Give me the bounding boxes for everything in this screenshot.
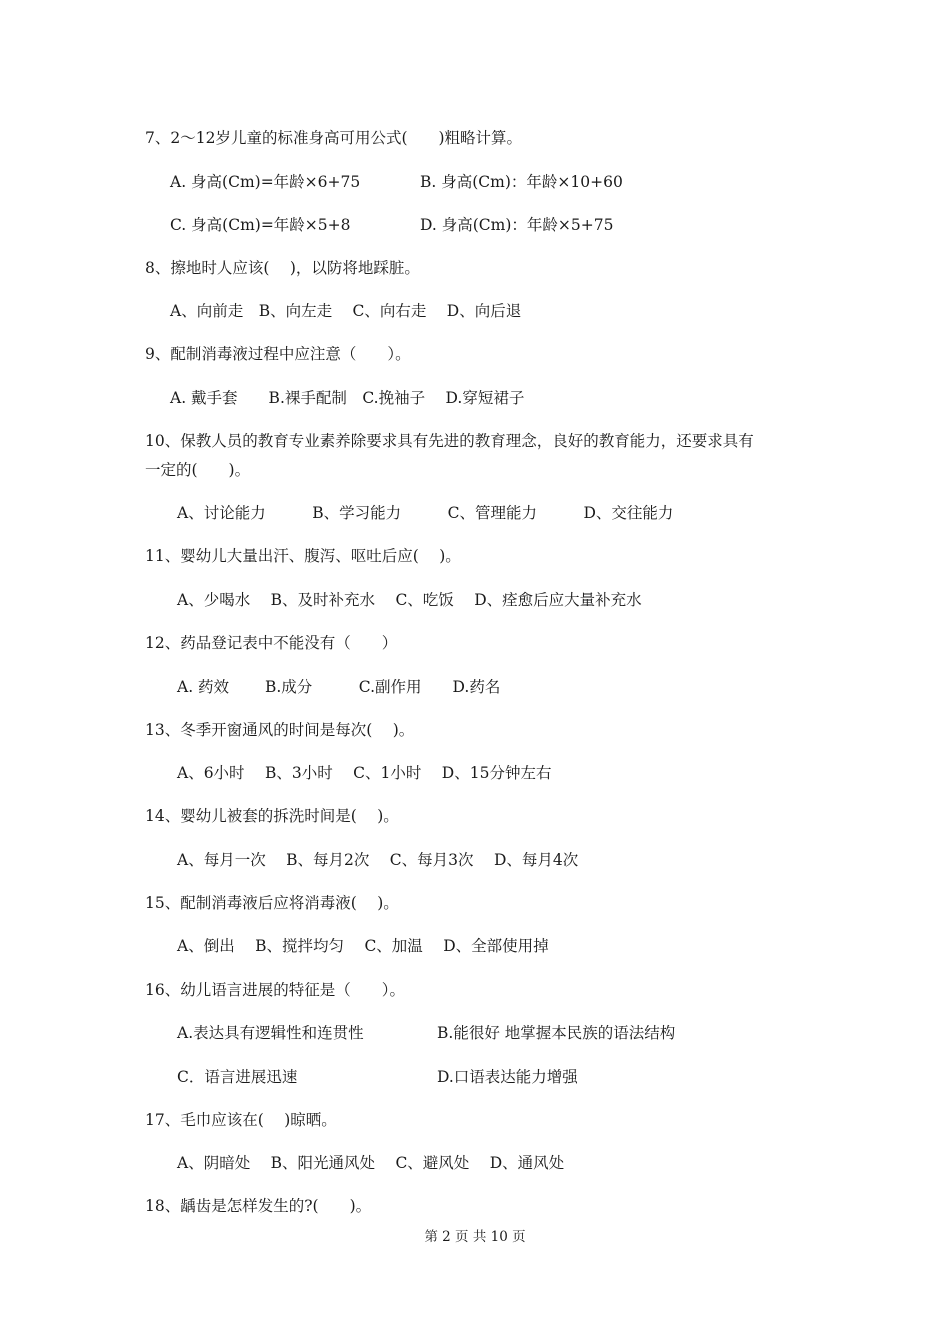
question-12: 12、药品登记表中不能没有（ ）	[145, 634, 398, 652]
question-17-options: A、阴暗处 B、阳光通风处 C、避风处 D、通风处	[177, 1154, 565, 1172]
page-footer: 第 2 页 共 10 页	[424, 1229, 526, 1245]
question-7-option-c: C. 身高(Cm)=年龄×5+8	[170, 216, 351, 234]
question-16-option-a: A.表达具有逻辑性和连贯性	[177, 1024, 364, 1042]
question-9: 9、配制消毒液过程中应注意（ ）。	[145, 345, 411, 363]
question-10: 10、保教人员的教育专业素养除要求具有先进的教育理念，良好的教育能力，还要求具有	[145, 432, 754, 450]
question-13: 13、冬季开窗通风的时间是每次( )。	[145, 721, 415, 739]
question-7-option-d: D. 身高(Cm)：年龄×5+75	[420, 216, 614, 234]
question-14: 14、婴幼儿被套的拆洗时间是( )。	[145, 807, 399, 825]
question-7: 7、2～12岁儿童的标准身高可用公式( )粗略计算。	[145, 129, 523, 147]
question-16-option-d: D.口语表达能力增强	[437, 1068, 578, 1086]
question-16: 16、幼儿语言进展的特征是（ ）。	[145, 981, 405, 999]
question-10-options: A、讨论能力 B、学习能力 C、管理能力 D、交往能力	[177, 504, 674, 522]
question-11-options: A、少喝水 B、及时补充水 C、吃饭 D、痊愈后应大量补充水	[177, 591, 642, 609]
question-13-options: A、6小时 B、3小时 C、1小时 D、15分钟左右	[177, 764, 552, 782]
question-11: 11、婴幼儿大量出汗、腹泻、呕吐后应( )。	[145, 547, 461, 565]
question-15: 15、配制消毒液后应将消毒液( )。	[145, 894, 399, 912]
question-15-options: A、倒出 B、搅拌均匀 C、加温 D、全部使用掉	[177, 937, 549, 955]
question-17: 17、毛巾应该在( )晾晒。	[145, 1111, 337, 1129]
question-8: 8、擦地时人应该( )，以防将地踩脏。	[145, 259, 420, 277]
question-16-option-c: C．语言进展迅速	[177, 1068, 298, 1086]
question-14-options: A、每月一次 B、每月2次 C、每月3次 D、每月4次	[177, 851, 579, 869]
question-7-option-a: A. 身高(Cm)=年龄×6+75	[170, 173, 361, 191]
question-9-options: A. 戴手套 B.裸手配制 C.挽袖子 D.穿短裙子	[170, 389, 525, 407]
question-18: 18、龋齿是怎样发生的?( )。	[145, 1197, 372, 1215]
question-8-options: A、向前走 B、向左走 C、向右走 D、向后退	[170, 302, 522, 320]
question-16-option-b: B.能很好 地掌握本民族的语法结构	[437, 1024, 676, 1042]
question-12-options: A. 药效 B.成分 C.副作用 D.药名	[177, 678, 501, 696]
question-7-option-b: B. 身高(Cm)：年龄×10+60	[420, 173, 623, 191]
question-10-continued: 一定的( )。	[145, 461, 251, 479]
